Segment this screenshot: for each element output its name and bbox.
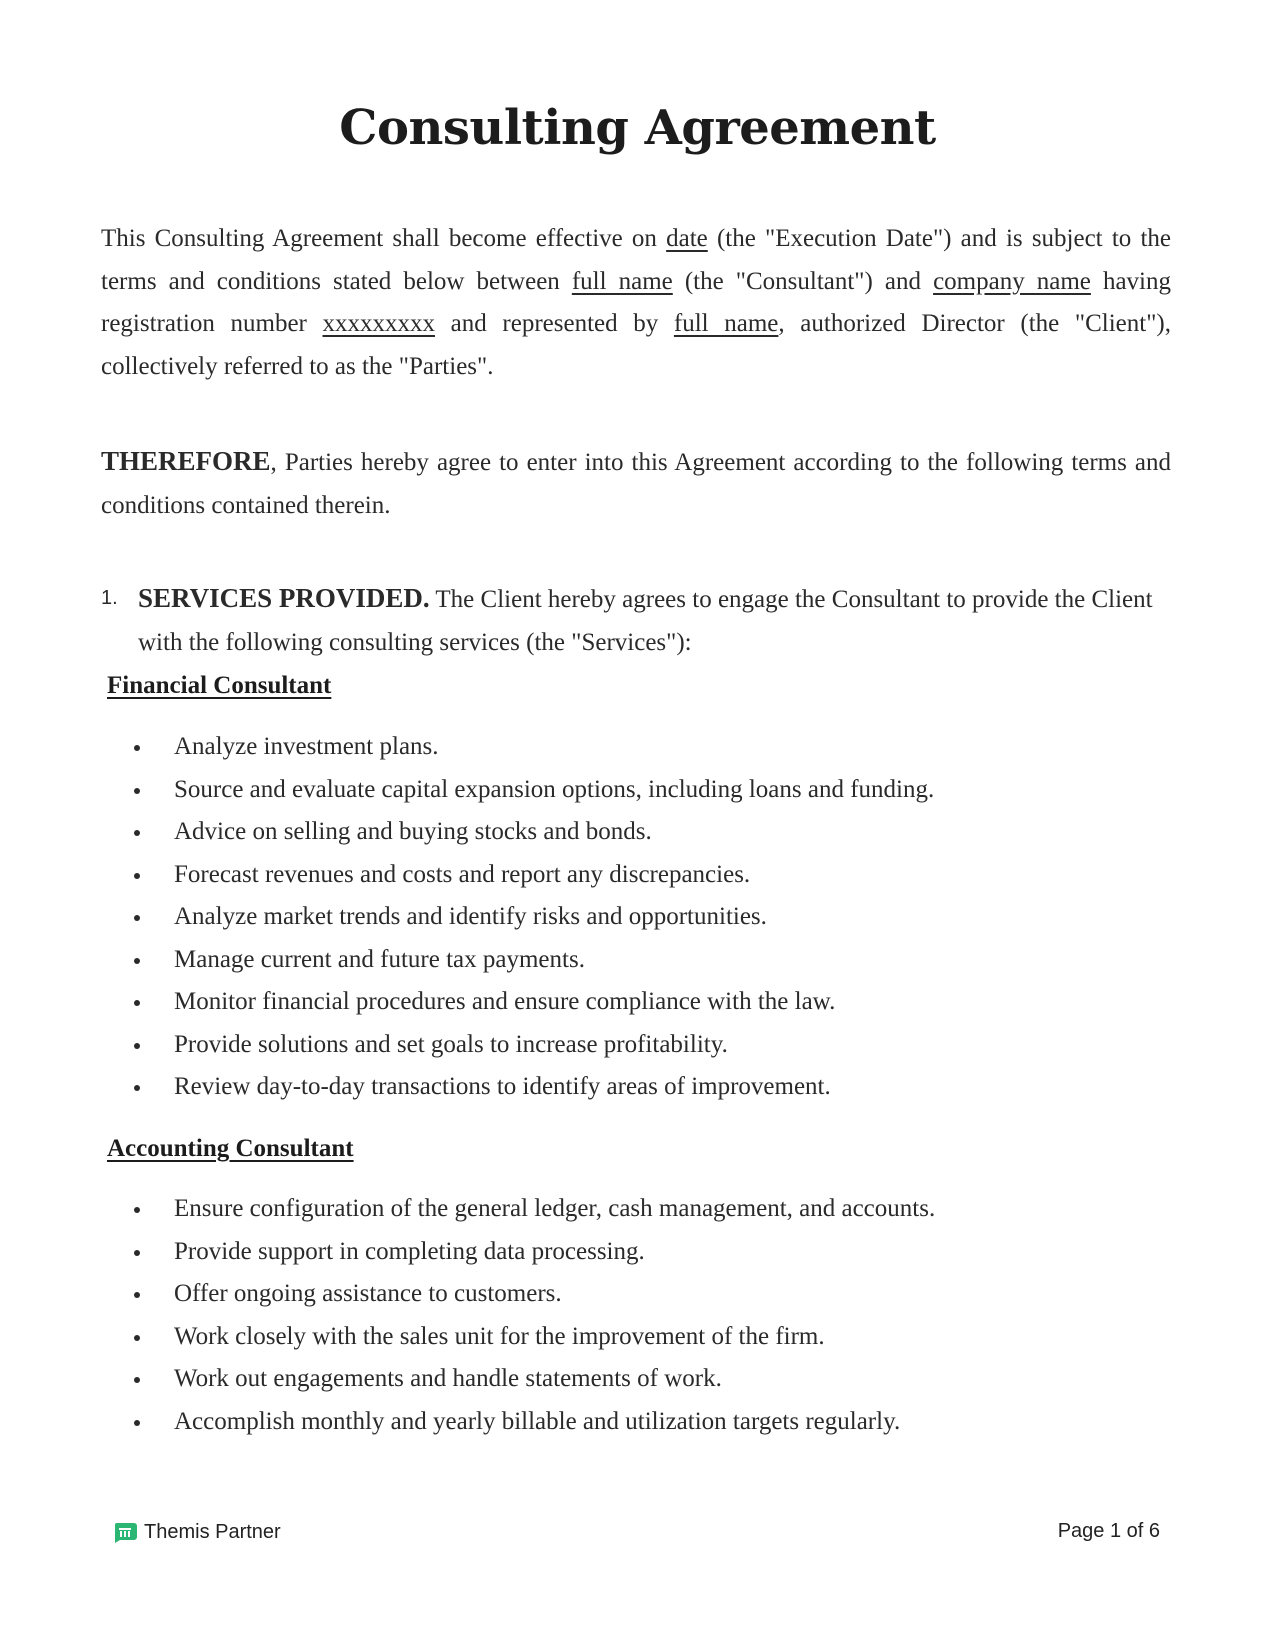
- accounting-consultant-heading: Accounting Consultant: [107, 1135, 354, 1162]
- bullet-icon: [134, 745, 140, 751]
- bullet-icon: [134, 1000, 140, 1006]
- bullet-icon: [134, 1207, 140, 1213]
- footer-brand[interactable]: [112, 1520, 281, 1544]
- list-item: Review day-to-day transactions to identify areas of improvement.: [134, 1066, 934, 1109]
- list-item: Provide support in completing data processing.: [134, 1231, 935, 1274]
- page-number: Page 1 of 6: [1057, 1520, 1160, 1542]
- bullet-icon: [134, 830, 140, 836]
- footer-brand-label: Themis Partner: [144, 1520, 281, 1543]
- bullet-icon: [134, 915, 140, 921]
- consultant-name-field: full name: [571, 267, 673, 295]
- bullet-icon: [134, 788, 140, 794]
- themis-partner-logo-icon: [112, 1520, 138, 1544]
- list-item: Monitor financial procedures and ensure compliance with the law.: [134, 981, 934, 1024]
- company-name-field: company name: [933, 267, 1091, 295]
- intro-text: , authorized Director (the "Client"), collectively referred to as the "Parties".: [101, 310, 1171, 380]
- financial-services-list: [134, 726, 934, 1109]
- intro-text: (the "Consultant") and: [672, 267, 934, 295]
- list-item: Accomplish monthly and yearly billable and utilization targets regularly.: [134, 1401, 935, 1444]
- financial-consultant-heading: Financial Consultant: [107, 672, 332, 699]
- bullet-icon: [134, 958, 140, 964]
- intro-paragraph: [101, 218, 1171, 388]
- date-field: date: [666, 225, 708, 252]
- registration-number-field: xxxxxxxxx: [322, 310, 436, 337]
- list-item: Offer ongoing assistance to customers.: [134, 1273, 935, 1316]
- section-text: The Client hereby agrees to engage the Consultant to provide the Client with the following consulting services (the "Services"):: [138, 586, 1153, 656]
- list-item: Ensure configuration of the general ledger, cash management, and accounts.: [134, 1188, 935, 1231]
- therefore-text: , Parties hereby agree to enter into this Agreement according to the following terms and conditions contained therein.: [101, 449, 1171, 519]
- list-item: Forecast revenues and costs and report any discrepancies.: [134, 854, 934, 897]
- list-item: Source and evaluate capital expansion options, including loans and funding.: [134, 769, 934, 812]
- section-1: [101, 577, 1171, 664]
- intro-text: having registration number: [101, 267, 1172, 337]
- accounting-services-list: [134, 1188, 935, 1443]
- bullet-icon: [134, 1292, 140, 1298]
- intro-text: This Consulting Agreement shall become effective on: [101, 225, 667, 252]
- list-item: Analyze investment plans.: [134, 726, 934, 769]
- bullet-icon: [134, 1335, 140, 1341]
- intro-text: and represented by: [435, 310, 674, 337]
- intro-text: (the "Execution Date") and is subject to the terms and conditions stated below between: [101, 225, 1171, 295]
- document-title: Consulting Agreement: [339, 100, 936, 156]
- section-heading: SERVICES PROVIDED.: [138, 583, 430, 613]
- section-number: 1.: [101, 587, 118, 609]
- director-name-field: full name: [673, 310, 779, 337]
- bullet-icon: [134, 1085, 140, 1091]
- list-item: Analyze market trends and identify risks and opportunities.: [134, 896, 934, 939]
- therefore-bold: THEREFORE: [101, 446, 271, 476]
- therefore-paragraph: [101, 440, 1171, 527]
- bullet-icon: [134, 1377, 140, 1383]
- bullet-icon: [134, 1043, 140, 1049]
- list-item: Provide solutions and set goals to increase profitability.: [134, 1024, 934, 1067]
- list-item: Manage current and future tax payments.: [134, 939, 934, 982]
- list-item: Work out engagements and handle statements of work.: [134, 1358, 935, 1401]
- bullet-icon: [134, 1250, 140, 1256]
- list-item: Work closely with the sales unit for the improvement of the firm.: [134, 1316, 935, 1359]
- bullet-icon: [134, 1420, 140, 1426]
- bullet-icon: [134, 873, 140, 879]
- list-item: Advice on selling and buying stocks and bonds.: [134, 811, 934, 854]
